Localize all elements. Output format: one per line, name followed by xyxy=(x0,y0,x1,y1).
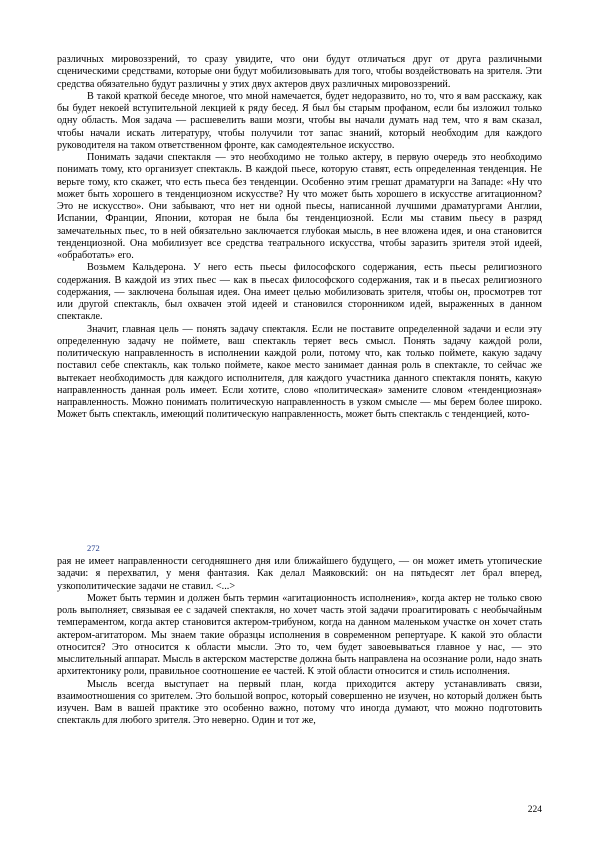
paragraph: различных мировоззрений, то сразу увидите, что они будут отличаться друг от друга различными сценическими средствами, которые они будут мобилизовывать для того, чтобы воздействовать на зрителя. Эти средства обязательно будут различны у этих двух актеров двух различных мировоззрений. xyxy=(57,54,542,90)
paragraph: Мысль всегда выступает на первый план, когда приходится актеру устанавливать связи, взаимоотношения со зрителем. Это большой вопрос, который совершенно не изучен, но который должен быть изучен. Вам в вашей практике это особенно важно, потому что иногда думают, что можно подготовить спектакль для любого зрителя. Это неверно. Один и тот же, xyxy=(57,678,542,727)
footnote-marker[interactable]: 272 xyxy=(87,543,100,553)
paragraph: Возьмем Кальдерона. У него есть пьесы философского содержания, есть пьесы религиозного содержания. В каждой из этих пьес — как в пьесах философского содержания, так и в пьесах религиозного содержания, — заключена большая идея. Она имеет целью мобилизовать зрителя, чтобы он, просмотрев тот или другой спектакль, был охвачен этой идеей и становился сторонником идей, выраженных в данном спектакле. xyxy=(57,262,542,323)
paragraph: рая не имеет направленности сегодняшнего дня или ближайшего будущего, — он может иметь утопические задачи: я перехватил, у меня фантазия. Как делал Маяковский: он на пятьдесят лет брал вперед, узкополитические задачи не ставил. <...> xyxy=(57,556,542,592)
page-number: 224 xyxy=(527,805,542,815)
paragraph: В такой краткой беседе многое, что мной намечается, будет недоразвито, но то, что я вам расскажу, как бы будет некоей вступительной лекцией к ряду бесед. Я был бы старым профаном, если бы изложил только одну область. Моя задача — расшевелить ваши мозги, чтобы вы начали думать над тем, что я вам сказал, чтобы начали искать литературу, чтобы получили тот запас знаний, который необходим для каждого руководителя на таком ответственном фронте, как самодеятельное искусство. xyxy=(57,90,542,151)
paragraph: Понимать задачи спектакля — это необходимо не только актеру, в первую очередь это необходимо понимать тому, кто организует спектакль. В каждой пьесе, которую ставят, есть определенная тенденция. Не верьте тому, кто скажет, что есть пьеса без тенденции. Особенно этим грешат драматурги на Западе: «Ну что может быть хорошего в тенденциозном искусстве? Ну что может быть хорошего в искусстве агитационном? Это не искусство». Они забывают, что нет ни одной пьесы, написанной лучшими драматургами Англии, Испании, Франции, Японии, которая не была бы тенденциозной. Если мы ставим пьесу в разряд замечательных пьес, то в ней обязательно заключается глубокая мысль, в нее вложена идея, и она становится тенденциозной. Она мобилизует все средства театрального искусства, чтобы заразить зрителя этой идеей, «обработать» его. xyxy=(57,152,542,261)
body-text-top xyxy=(57,54,542,422)
paragraph: Значит, главная цель — понять задачу спектакля. Если не поставите определенной задачи и если эту определенную задачу не поймете, ваш спектакль теряет весь смысл. Понять задачу каждой роли, политическую направленность в исполнении каждой роли, потому что, как только поймете, какую задачу поставил себе спектакль, как только поймете, какое место занимает данная роль в спектакле, то сейчас же вытекает необходимость для каждого исполнителя, для каждого участника данного спектакля понять, какую направленность данная роль имеет. Если хотите, слово «политическая» замените словом «тенденциозная» направленность. Можно понимать политическую направленность в узком смысле — мы берем более широко. Может быть спектакль, имеющий политическую направленность, может быть спектакль с тенденцией, кото- xyxy=(57,323,542,421)
body-text-bottom xyxy=(57,556,542,728)
paragraph: Может быть термин и должен быть термин «агитационность исполнения», когда актер не только свою роль выполняет, связывая ее с задачей спектакля, но хочет часть этой задачи проагитировать с необычайным темпераментом, когда актер становится актером-трибуном, когда на данном маленьком участке он хочет стать актером-агитатором. Мы знаем такие образцы исполнения в современном репертуаре. К какой это области относится? Это относится к области мысли. Это то, чем будет завоевываться главное у нас, — это мыслительный аппарат. Мысль в актерском мастерстве должна быть направлена на осознание роли, надо знать архитектонику роли, правильное соотношение ее частей. К этой области относится и стиль исполнения. xyxy=(57,592,542,678)
